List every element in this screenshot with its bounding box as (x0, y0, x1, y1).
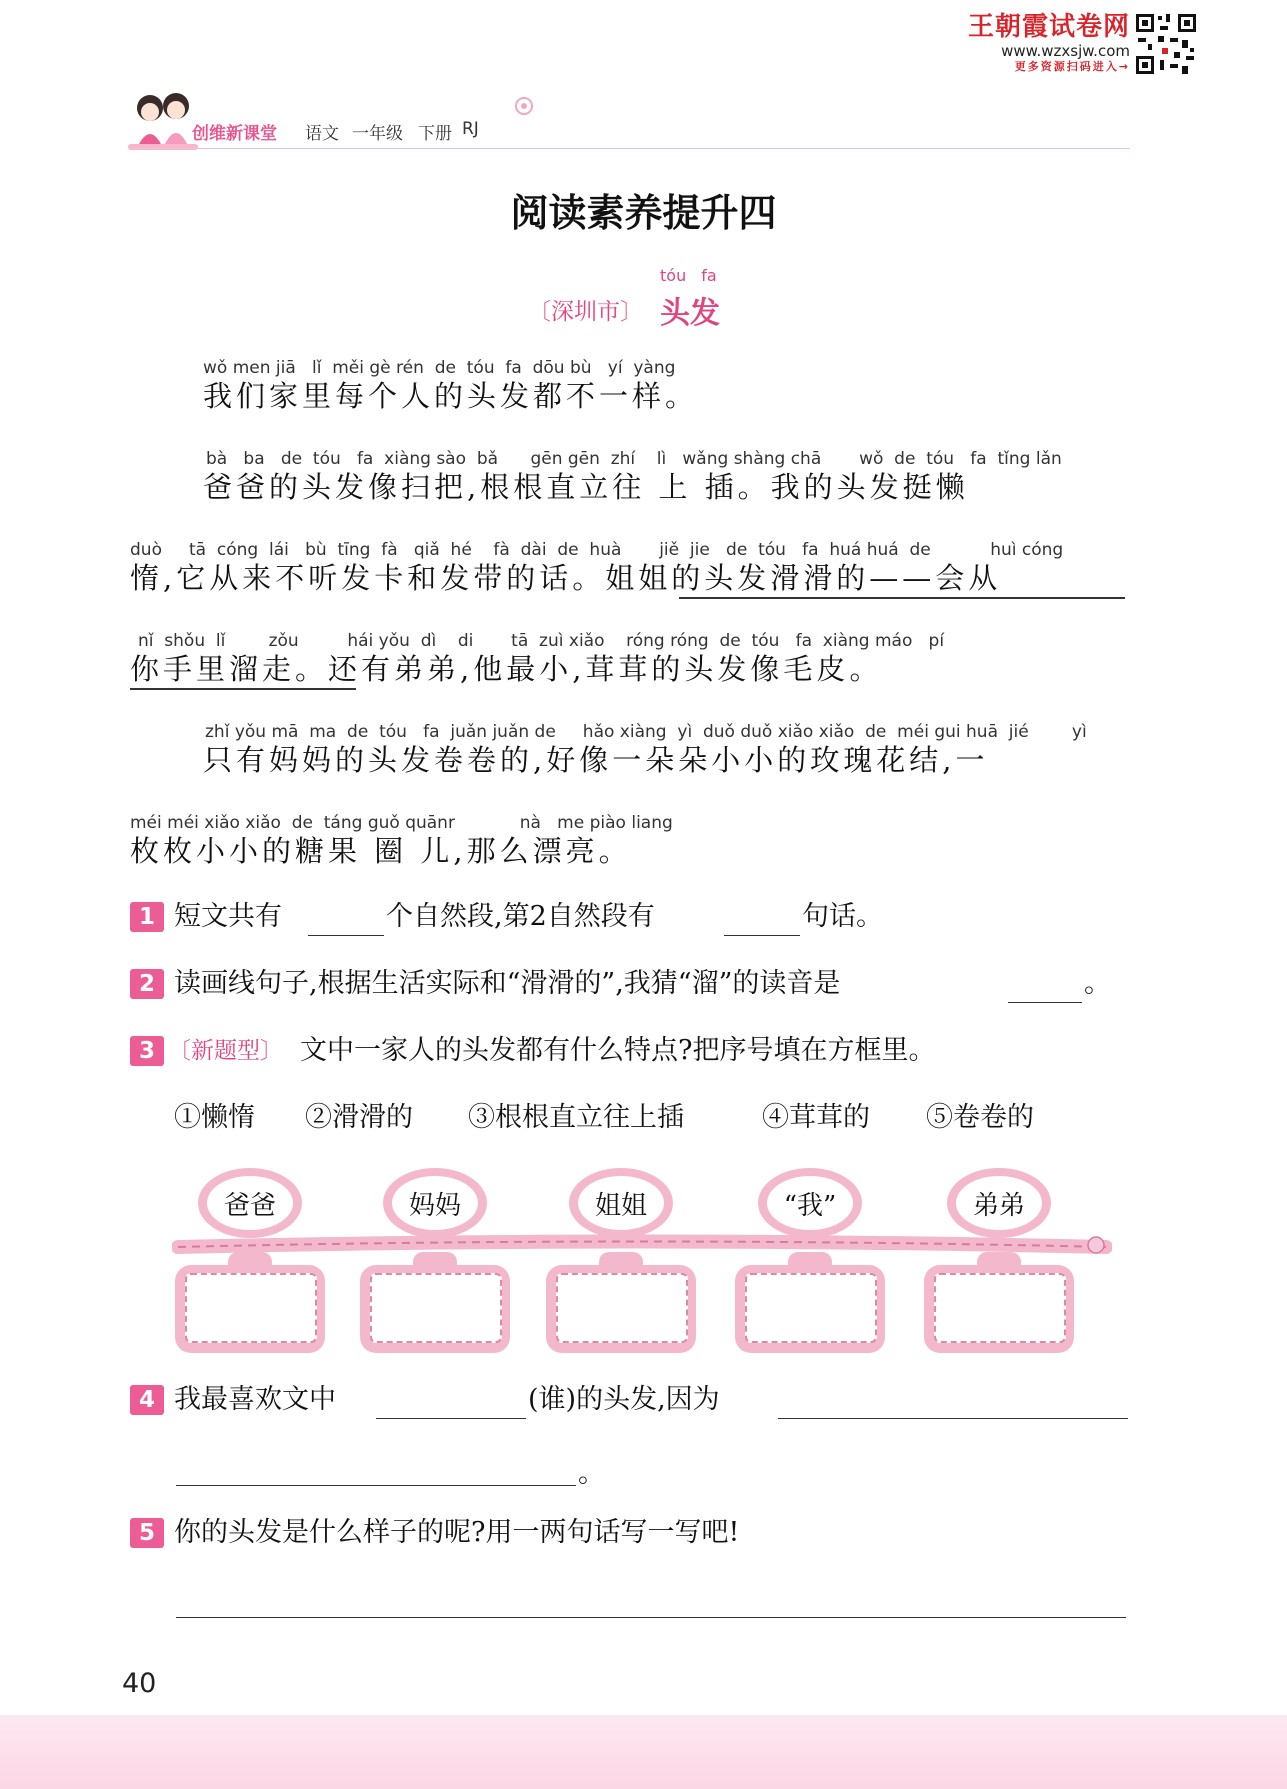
brand-subtitle: 更多资源扫码进入→ (1014, 60, 1130, 73)
passage-pinyin-line: wǒ men jiā lǐ měi gè rén de tóu fa dōu bù yí yàng (203, 358, 676, 378)
subject-label: 语文 (305, 124, 339, 144)
answer-card (546, 1265, 696, 1353)
answer-blank[interactable] (176, 1617, 1126, 1618)
subtitle-text: 头发 (660, 296, 720, 331)
question-number: 5 (130, 1518, 164, 1548)
question-text: 读画线句子,根据生活实际和“滑滑的”,我猜“溜”的读音是 (174, 968, 841, 999)
option-item: ④茸茸的 (762, 1102, 870, 1133)
answer-blank[interactable] (176, 1485, 576, 1486)
person-bubble (569, 1168, 673, 1238)
answer-box[interactable] (934, 1273, 1066, 1343)
person-name: “我” (767, 1176, 853, 1230)
passage-text-line: 枚枚小小的糖果 圈 儿,那么漂亮。 (130, 834, 632, 868)
question-number: 1 (130, 902, 164, 932)
brand-block (962, 12, 1130, 74)
person-name: 爸爸 (207, 1176, 293, 1230)
passage-text-line: 只有妈妈的头发卷卷的,好像一朵朵小小的玫瑰花结,一 (203, 743, 989, 777)
question-text: 。 (1084, 968, 1111, 999)
answer-card (735, 1265, 885, 1353)
option-item: ②滑滑的 (305, 1102, 413, 1133)
passage-pinyin-line: duò tā cóng lái bù tīng fà qiǎ hé fà dài de huà jiě jie de tóu fa huá huá de huì cóng (130, 540, 1064, 560)
question-text: 。 (578, 1458, 605, 1489)
passage-pinyin-line: zhǐ yǒu mā ma de tóu fa juǎn juǎn de hǎo xiàng yì duǒ duǒ xiǎo xiǎo de méi gui huā jié yì (205, 722, 1087, 742)
passage-pinyin-line: méi méi xiǎo xiǎo de táng guǒ quānr nà me piào liang (130, 813, 673, 833)
answer-box[interactable] (370, 1273, 502, 1343)
answer-box[interactable] (556, 1273, 688, 1343)
answer-card (924, 1265, 1074, 1353)
answer-blank[interactable] (308, 935, 384, 936)
passage-pinyin-line: nǐ shǒu lǐ zǒu hái yǒu dì di tā zuì xiǎo róng róng de tóu fa xiàng máo pí (138, 631, 945, 651)
grade-label: 一年级 (352, 124, 403, 144)
option-item: ⑤卷卷的 (926, 1102, 1034, 1133)
header-divider (130, 148, 1130, 149)
passage-text-line: 惰,它从来不听发卡和发带的话。姐姐的头发滑滑的——会从 (130, 561, 1002, 595)
children-mascot-icon (126, 86, 200, 156)
answer-blank[interactable] (376, 1418, 526, 1419)
series-name: 创维新课堂 (192, 124, 277, 144)
person-name: 弟弟 (956, 1176, 1042, 1230)
brand-title: 王朝霞试卷网 (967, 12, 1130, 42)
person-name: 姐姐 (578, 1176, 664, 1230)
answer-card (360, 1265, 510, 1353)
question-text: 个自然段,第2自然段有 (386, 901, 655, 932)
question-number: 3 (130, 1036, 164, 1066)
passage-text-line: 爸爸的头发像扫把,根根直立往 上 插。我的头发挺懒 (203, 470, 969, 504)
passage-text-line: 你手里溜走。还有弟弟,他最小,茸茸的头发像毛皮。 (130, 652, 883, 686)
answer-box[interactable] (185, 1273, 317, 1343)
question-text: 文中一家人的头发都有什么特点?把序号填在方框里。 (300, 1035, 936, 1066)
passage-pinyin-line: bà ba de tóu fa xiàng sào bǎ gēn gēn zhí lì wǎng shàng chā wǒ de tóu fa tǐng lǎn (206, 449, 1062, 469)
question-text: (谁)的头发,因为 (528, 1384, 720, 1415)
question-number: 4 (130, 1385, 164, 1415)
person-bubble (758, 1168, 862, 1238)
person-bubble (947, 1168, 1051, 1238)
flower-decoration-icon (512, 94, 536, 118)
question-text: 句话。 (802, 901, 883, 932)
option-item: ①懒惰 (174, 1102, 255, 1133)
subtitle-pinyin: tóu fa (660, 266, 717, 285)
question-text: 你的头发是什么样子的呢?用一两句话写一写吧! (174, 1517, 740, 1548)
answer-blank[interactable] (1008, 1002, 1082, 1003)
question-text: 短文共有 (174, 901, 282, 932)
question-number: 2 (130, 969, 164, 999)
person-name: 妈妈 (392, 1176, 478, 1230)
qr-code-icon[interactable] (1134, 12, 1198, 76)
answer-blank[interactable] (778, 1418, 1128, 1419)
page-number: 40 (122, 1668, 157, 1699)
page-title: 阅读素养提升四 (510, 190, 777, 235)
option-item: ③根根直立往上插 (468, 1102, 684, 1133)
edition-label: RJ (462, 119, 479, 139)
person-bubble (198, 1168, 302, 1238)
sentence-underline (130, 688, 356, 690)
answer-card (175, 1265, 325, 1353)
passage-text-line: 我们家里每个人的头发都不一样。 (203, 379, 699, 413)
footer-band (0, 1715, 1287, 1789)
answer-blank[interactable] (724, 935, 800, 936)
subtitle-region: 〔深圳市〕 (528, 299, 643, 325)
question-text: 我最喜欢文中 (174, 1384, 336, 1415)
sentence-underline (679, 597, 1125, 599)
answer-box[interactable] (745, 1273, 877, 1343)
question-type-tag: 〔新题型〕 (168, 1038, 283, 1064)
brand-url[interactable]: www.wzxsjw.com (1001, 42, 1130, 60)
volume-label: 下册 (418, 124, 452, 144)
person-bubble (383, 1168, 487, 1238)
